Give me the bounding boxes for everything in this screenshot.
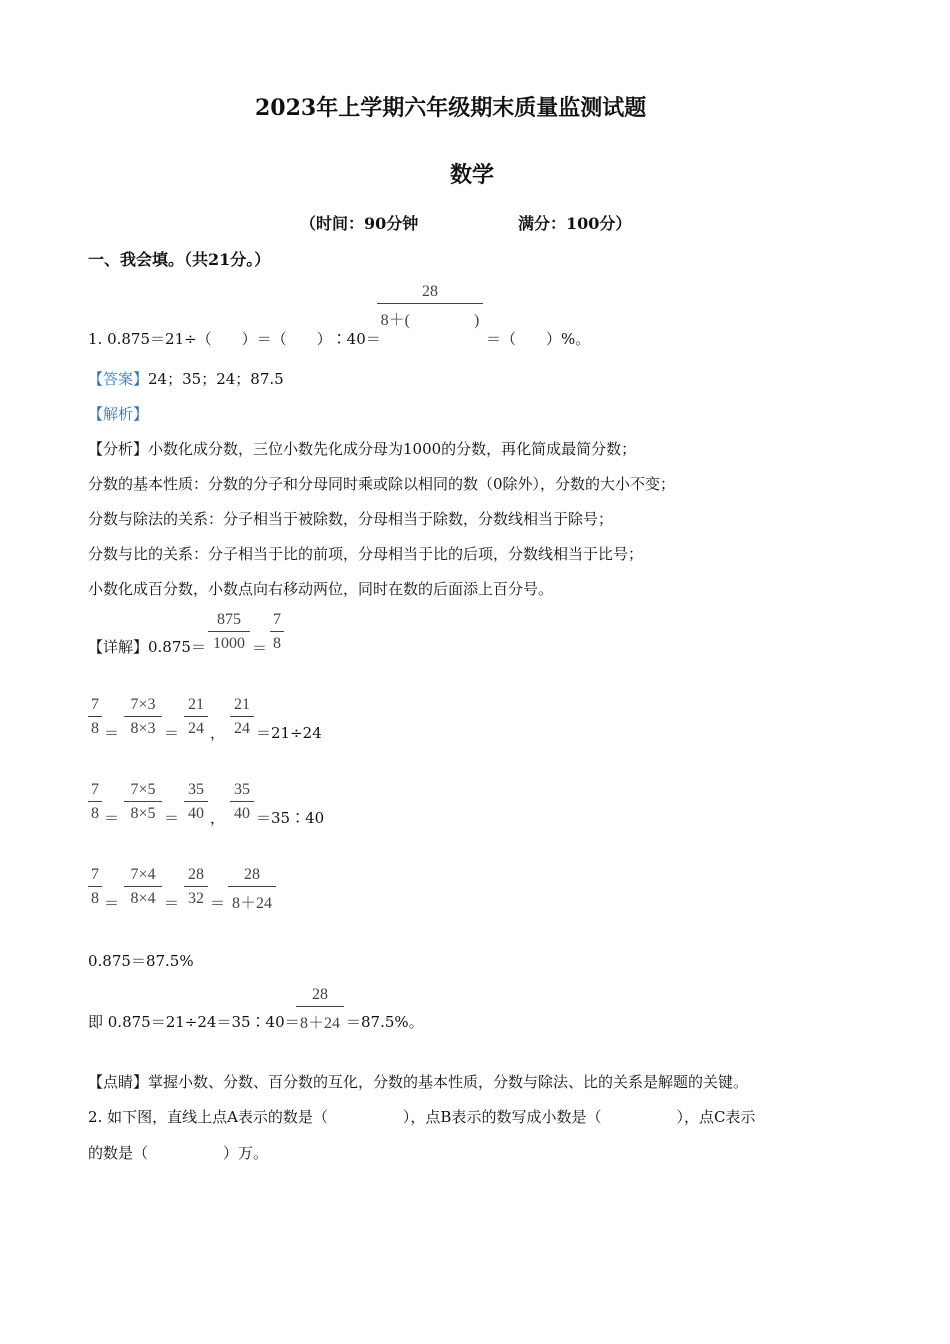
comma: ， (210, 809, 226, 827)
equals-sign: ＝ (164, 724, 180, 742)
summary-fraction: 28 8＋24 (296, 986, 344, 1033)
q1-frac-den: 8＋( ) (380, 312, 480, 329)
d3-frac-b: 7×5 8×5 (124, 781, 162, 823)
analysis-line-2: 分数的基本性质：分数的分子和分母同时乘或除以相同的数（0除外），分数的大小不变； (88, 475, 676, 493)
answer-line (88, 369, 284, 389)
q1-frac-num: 28 (422, 283, 438, 300)
percent-line: 0.875＝87.5% (88, 952, 194, 970)
d4-frac-e: 28 8＋24 (228, 866, 276, 913)
answer-value: 24；35；24；87.5 (148, 370, 284, 388)
d2-frac-e: 21 24 (230, 696, 254, 738)
detail-fraction-875: 875 1000 (208, 611, 250, 653)
exam-score: 满分：100分） (518, 214, 632, 233)
equals-sign: ＝ (164, 894, 180, 912)
equals-sign: ＝ (164, 809, 180, 827)
q1-stem-fraction (377, 283, 483, 330)
d2-tail: ＝21÷24 (256, 724, 322, 742)
equals-sign: ＝ (104, 724, 120, 742)
d2-frac-a: 7 8 (88, 696, 102, 738)
d4-frac-a: 7 8 (88, 866, 102, 908)
analysis-label: 【解析】 (88, 405, 149, 423)
d3-frac-a: 7 8 (88, 781, 102, 823)
d3-frac-c: 35 40 (184, 781, 208, 823)
tip-line: 【点睛】掌握小数、分数、百分数的互化，分数的基本性质，分数与除法、比的关系是解题的关键。 (88, 1073, 749, 1091)
analysis-line-3: 分数与除法的关系：分子相当于被除数，分母相当于除数，分数线相当于除号； (88, 510, 614, 528)
q1-stem-end: ＝（ ）%。 (486, 330, 591, 348)
exam-time: （时间：90分钟 (300, 214, 419, 233)
analysis-line-5: 小数化成百分数，小数点向右移动两位，同时在数的后面添上百分号。 (88, 580, 554, 598)
subject-title: 数学 (450, 162, 495, 188)
equals-sign: ＝ (252, 639, 268, 657)
analysis-line-4: 分数与比的关系：分子相当于比的前项，分母相当于比的后项，分数线相当于比号； (88, 545, 644, 563)
d3-frac-e: 35 40 (230, 781, 254, 823)
equals-sign: ＝ (104, 894, 120, 912)
equals-sign: ＝ (210, 894, 226, 912)
d2-frac-b: 7×3 8×3 (124, 696, 162, 738)
fraction-bar (377, 303, 483, 304)
detail-fraction-7-8: 7 8 (270, 611, 284, 653)
exam-title: 2023年上学期六年级期末质量监测试题 (255, 95, 647, 121)
d3-tail: ＝35∶40 (256, 809, 325, 827)
summary-end: ＝87.5%。 (346, 1013, 424, 1031)
d4-frac-c: 28 32 (184, 866, 208, 908)
analysis-line-1: 【分析】小数化成分数，三位小数先化成分母为1000的分数，再化简成最简分数； (88, 440, 637, 458)
section-heading: 一、我会填。（共21分。） (88, 250, 271, 269)
q2-line-2: 的数是（ ）万。 (88, 1144, 269, 1162)
d2-frac-c: 21 24 (184, 696, 208, 738)
q2-line-1: 2. 如下图，直线上点A表示的数是（ ），点B表示的数写成小数是（ ），点C表示 (88, 1108, 756, 1126)
q1-stem-start: 1. 0.875＝21÷（ ）＝（ ）∶40＝ (88, 330, 381, 348)
equals-sign: ＝ (104, 809, 120, 827)
detail-label: 【详解】0.875＝ (88, 638, 206, 656)
comma: ， (210, 724, 226, 742)
summary-start: 即 0.875＝21÷24＝35∶40＝ (88, 1013, 300, 1031)
d4-frac-b: 7×4 8×4 (124, 866, 162, 908)
answer-label: 【答案】 (88, 370, 149, 388)
